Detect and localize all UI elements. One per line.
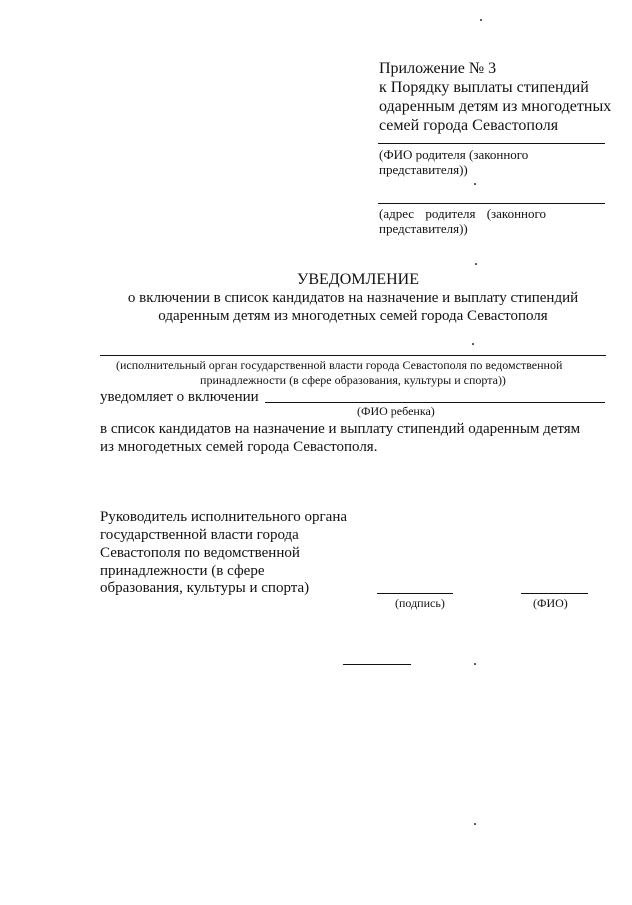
- organ-caption: принадлежности (в сфере образования, культуры и спорта)): [200, 373, 506, 387]
- parent-fio-line[interactable]: [378, 143, 605, 144]
- signatory-title: Севастополя по ведомственной: [100, 545, 300, 561]
- parent-address-caption: представителя)): [379, 221, 468, 236]
- child-fio-line[interactable]: [265, 402, 605, 403]
- parent-fio-caption: представителя)): [379, 162, 468, 177]
- parent-address-caption: (адрес родителя (законного: [379, 206, 547, 221]
- list-text: в список кандидатов на назначение и выплату стипендий одаренным детям: [100, 421, 581, 437]
- list-text: из многодетных семей города Севастополя.: [100, 439, 378, 455]
- organ-caption: (исполнительный орган государственной власти города Севастополя по ведомственной: [116, 358, 563, 372]
- signatory-title: государственной власти города: [100, 527, 299, 543]
- scan-speck: [475, 263, 477, 265]
- appendix-line: к Порядку выплаты стипендий: [379, 79, 589, 96]
- signature-line[interactable]: [377, 593, 453, 594]
- appendix-title: Приложение № 3: [379, 60, 497, 77]
- signatory-title: принадлежности (в сфере: [100, 563, 265, 579]
- scan-speck: [472, 343, 474, 345]
- document-subtitle: одаренным детям из многодетных семей города Севастополя: [158, 308, 548, 324]
- signatory-title: образования, культуры и спорта): [100, 580, 310, 596]
- scan-speck: [474, 823, 476, 825]
- appendix-line: семей города Севастополя: [379, 117, 559, 134]
- parent-address-line[interactable]: [378, 203, 605, 204]
- notifies-text: уведомляет о включении: [100, 389, 259, 405]
- signatory-fio-line[interactable]: [521, 593, 588, 594]
- scan-speck: [474, 183, 476, 185]
- document-subtitle: о включении в список кандидатов на назначение и выплату стипендий: [127, 290, 579, 306]
- appendix-line: одаренным детям из многодетных: [379, 98, 612, 115]
- document-title: УВЕДОМЛЕНИЕ: [297, 271, 419, 288]
- child-fio-caption: (ФИО ребенка): [357, 404, 435, 418]
- parent-fio-caption: (ФИО родителя (законного: [379, 147, 529, 162]
- signature-caption: (подпись): [395, 596, 445, 610]
- scan-speck: [474, 663, 476, 665]
- scan-speck: [480, 19, 482, 21]
- signatory-title: Руководитель исполнительного органа: [100, 509, 348, 525]
- organ-line[interactable]: [100, 355, 606, 356]
- signatory-fio-caption: (ФИО): [533, 596, 568, 610]
- footer-line: [343, 664, 411, 665]
